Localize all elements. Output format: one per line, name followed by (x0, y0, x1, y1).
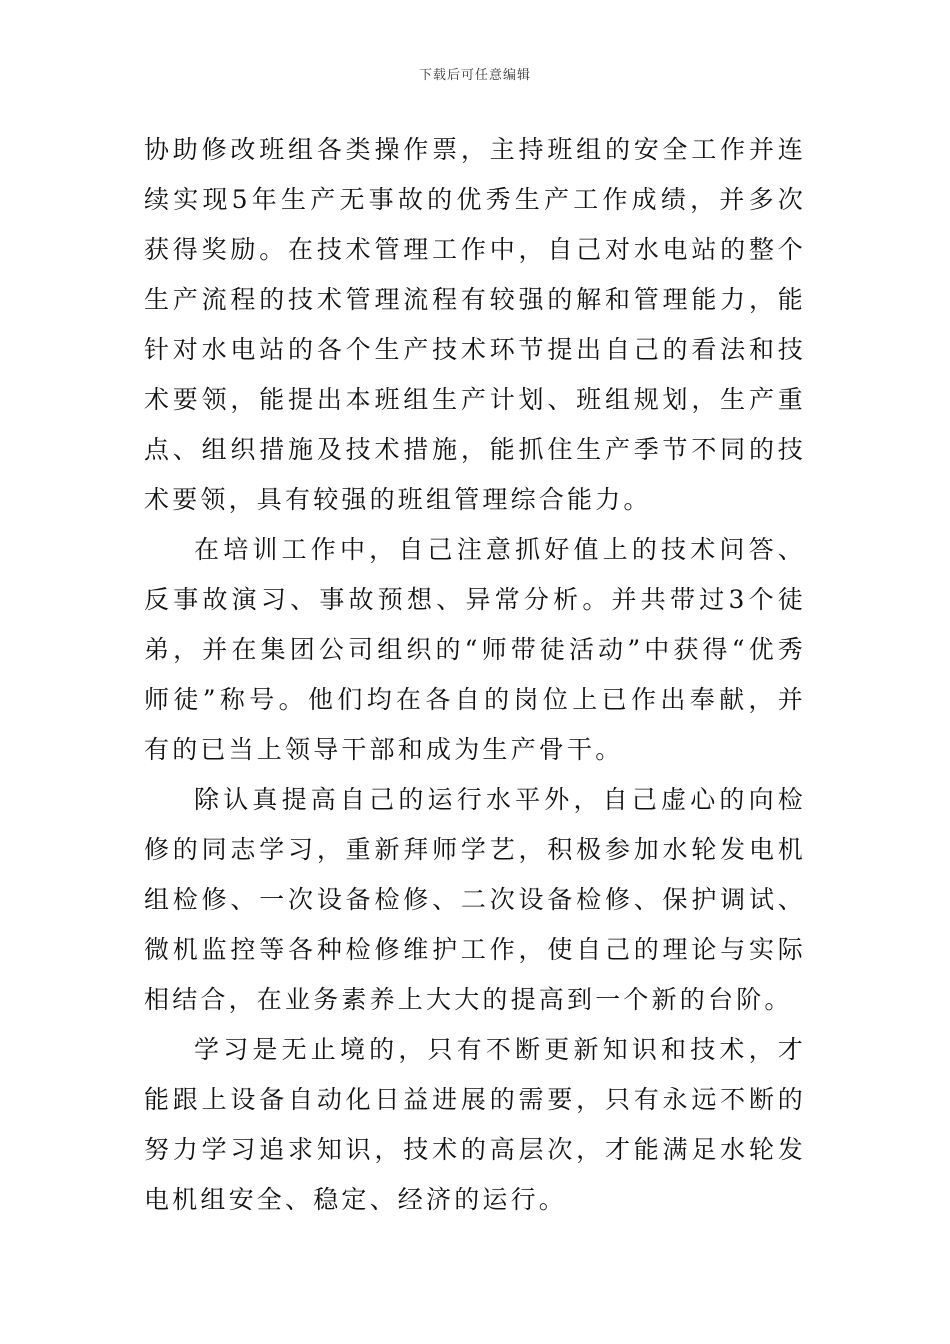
paragraph-continuous-learning: 学习是无止境的，只有不断更新知识和技术，才能跟上设备自动化日益进展的需要，只有永远不断的努力学习追求知识，技术的高层次，才能满足水轮发电机组安全、稳定、经济的运行。 (144, 1035, 806, 1214)
document-body (144, 125, 806, 1225)
header-note: 下载后可任意编辑 (418, 68, 531, 83)
paragraph-training: 在培训工作中，自己注意抓好值上的技术问答、反事故演习、事故预想、异常分析。并共带过3个徒弟，并在集团公司组织的“师带徒活动”中获得“优秀师徒”称号。他们均在各自的岗位上已作出奉献，并有的已当上领导干部和成为生产骨干。 (144, 535, 806, 764)
paragraph-maintenance-learning: 除认真提高自己的运行水平外，自己虚心的向检修的同志学习，重新拜师学艺，积极参加水轮发电机组检修、一次设备检修、二次设备检修、保护调试、微机监控等各种检修维护工作，使自己的理论与实际相结合，在业务素养上大大的提高到一个新的台阶。 (144, 785, 806, 1014)
paragraph-continuation: 协助修改班组各类操作票，主持班组的安全工作并连续实现5年生产无事故的优秀生产工作成绩，并多次获得奖励。在技术管理工作中，自己对水电站的整个生产流程的技术管理流程有较强的解和管理能力，能针对水电站的各个生产技术环节提出自己的看法和技术要领，能提出本班组生产计划、班组规划，生产重点、组织措施及技术措施，能抓住生产季节不同的技术要领，具有较强的班组管理综合能力。 (144, 135, 806, 514)
